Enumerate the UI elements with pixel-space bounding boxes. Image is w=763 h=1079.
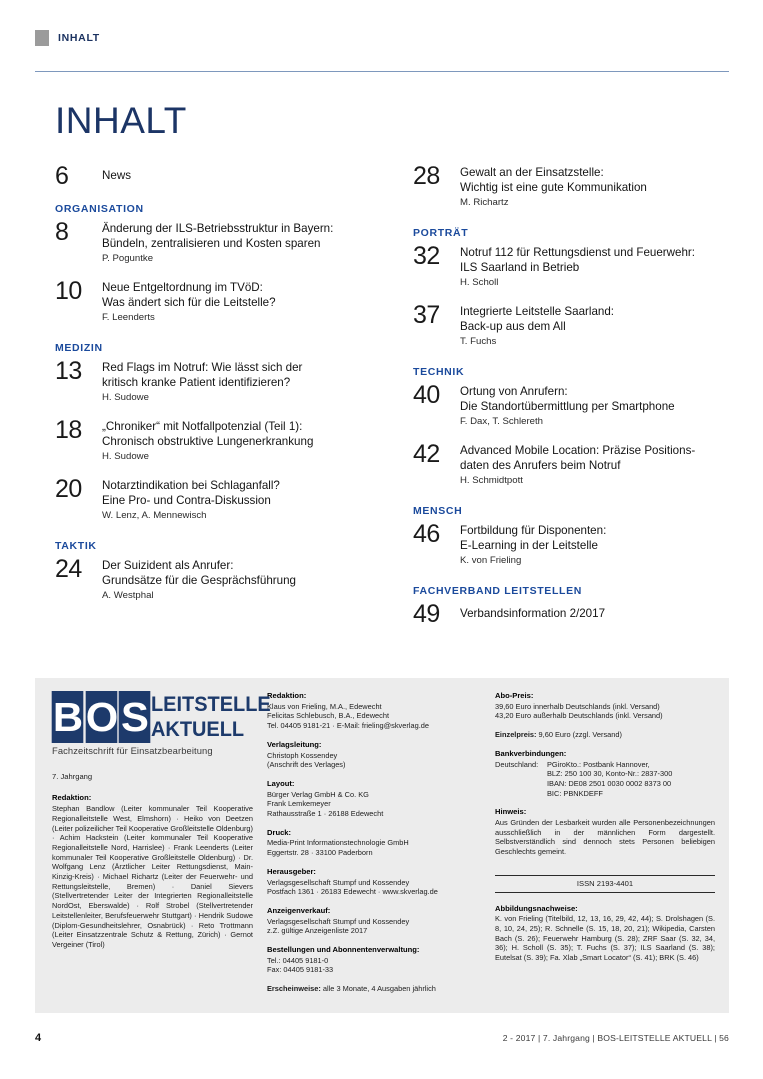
toc-entry-body: [460, 245, 753, 290]
toc-entry[interactable]: [413, 520, 753, 568]
toc-entry-body: [460, 443, 753, 488]
imprint-abo-heading: Abo-Preis:: [495, 691, 534, 700]
toc-entry-body: [460, 384, 753, 429]
toc-entry-body: [102, 221, 395, 266]
toc-section-heading: MEDIZIN: [55, 342, 103, 354]
imprint-panel: [35, 678, 729, 1013]
toc-entry-body: [102, 165, 395, 183]
imprint-druck: [267, 828, 483, 858]
toc-entry-page-number: 32: [413, 242, 440, 270]
toc-entry-author: H. Scholl: [460, 277, 499, 288]
toc-entry-title-line1: „Chroniker“ mit Notfallpotenzial (Teil 1):: [102, 420, 303, 433]
imprint-bestell-fax: Fax: 04405 9181-33: [267, 965, 334, 975]
toc-entry-title-line1: Fortbildung für Disponenten:: [460, 524, 607, 537]
toc-entry-title-line1: Advanced Mobile Location: Präzise Positions-: [460, 444, 696, 457]
toc-entry[interactable]: [55, 416, 395, 464]
imprint-bank-bic: BIC: PBNKDEFF: [547, 788, 603, 798]
toc-entry[interactable]: [55, 162, 395, 190]
toc-entry-title-line1: Gewalt an der Einsatzstelle:: [460, 166, 604, 179]
toc-entry[interactable]: [413, 242, 753, 290]
imprint-bestell-tel: Tel.: 04405 9181-0: [267, 955, 329, 965]
toc-entry-title-line2: daten des Anrufers beim Notruf: [460, 459, 621, 472]
toc-section-heading: TECHNIK: [413, 366, 465, 378]
imprint-redaktion-contact: Tel. 04405 9181-21 · E-Mail: frieling@skverlag.de: [267, 721, 429, 731]
toc-entry-author: A. Westphal: [102, 590, 154, 601]
toc-section-heading: TAKTIK: [55, 540, 97, 552]
toc-entry-author: H. Schmidtpott: [460, 475, 523, 486]
toc-entry-author: H. Sudowe: [102, 392, 149, 403]
imprint-abo-line2: 43,20 Euro außerhalb Deutschlands (inkl. Versand): [495, 711, 663, 721]
toc-entry-title-line2: E-Learning in der Leitstelle: [460, 539, 598, 552]
logo-bos-letters: [52, 691, 150, 743]
magazine-logo: [52, 691, 271, 756]
imprint-column-publisher: [267, 691, 495, 1013]
toc-column-right: [413, 162, 753, 638]
imprint-verlagsleitung-heading: Verlagsleitung:: [267, 739, 322, 749]
imprint-druck-line2: Eggertstr. 28 · 33100 Paderborn: [267, 848, 373, 858]
imprint-einzelpreis-label: Einzelpreis:: [495, 730, 537, 740]
running-head-marker-icon: [35, 30, 49, 46]
imprint-layout-line2: Frank Lemkemeyer: [267, 799, 331, 809]
imprint-column-masthead: [35, 691, 271, 1013]
toc-entry-title-line2: Eine Pro- und Contra-Diskussion: [102, 494, 271, 507]
imprint-bank-country: Deutschland:: [495, 759, 539, 769]
toc-entry[interactable]: [413, 381, 753, 429]
toc-entry-title-line2: Wichtig ist eine gute Kommunikation: [460, 181, 647, 194]
imprint-layout-line1: Bürger Verlag GmbH & Co. KG: [267, 789, 369, 799]
running-head-label: INHALT: [58, 32, 100, 44]
imprint-editorial-body: Stephan Bandlow (Leiter kommunaler Teil Kooperative Regionalleitstelle West, Elmshorn) · Heiko von Deetzen (Leiter polizeilicher Teil Kooperative Großleitstelle Oldenburg) · Achim Hackstein (Leiter kommunaler Teil Kooperative Regionalleitstelle Nord, Harrislee) · Frank Leenderts (Leiter kommunaler Teil Kooperative Großleitstelle Oldenburg) · Dr. Wolfgang Lenz (Ärztlicher Leiter Rettungsdienst, Main-Kinzig-Kreis) · Michael Richartz (Leiter der Feuerwehr- und Rettungsleitstelle, Bremen) · Daniel Sievers (Stellvertretender Leiter der Integrierten Regionalleitstelle NordOst, Eberswalde) · Rolf Strobel (Stellvertretender Leitstellenleiter, Berufsfeuerwehr Stuttgart) · Hendrik Sudowe (Diplom-Gesundheitslehrer, Osnabrück) · Reto Trottmann (Leiter Einsatzzentrale Schutz & Rettung, Zürich) · Gernot Vergeiner (Tirol): [52, 804, 253, 949]
toc-entry[interactable]: [55, 555, 395, 603]
imprint-herausgeber-heading: Herausgeber:: [267, 866, 316, 876]
toc-entry-title-line2: kritisch kranke Patient identifizieren?: [102, 376, 291, 389]
toc-entry-page-number: 20: [55, 475, 82, 503]
toc-entry[interactable]: [413, 440, 753, 488]
imprint-bank-heading: Bankverbindungen:: [495, 748, 567, 758]
imprint-druck-line1: Media-Print Informationstechnologie GmbH: [267, 838, 409, 848]
toc-entry-body: [460, 304, 753, 349]
toc-entry[interactable]: [55, 218, 395, 266]
toc-entry-author: H. Sudowe: [102, 451, 149, 462]
imprint-anzeigen-heading: Anzeigenverkauf:: [267, 905, 331, 915]
toc-entry-body: [102, 360, 395, 405]
imprint-bank-line1: PGiroKto.: Postbank Hannover,: [547, 759, 650, 769]
imprint-abb-body: K. von Frieling (Titelbild, 12, 13, 16, 29, 42, 44); S. Drolshagen (S. 8, 10, 24, 25); R. Schnelle (S. 15, 18, 20, 21); Wikipedia, Carsten Bach (S. 26); Feuerwehr Hamburg (S. 28); ZRF Saar (S. 32, 34, 36); H. Scholl (S. 35); T. Fuchs (S. 37); ILS Saarland (S. 38); Eutelsat (S. 39); Fa. Xlab „Smart Locator“ (S. 41); BRK (S. 46): [495, 914, 715, 963]
toc-entry-author: T. Fuchs: [460, 336, 497, 347]
imprint-layout: [267, 779, 483, 819]
imprint-hinweis-body: Aus Gründen der Lesbarkeit wurden alle Personenbezeichnungen ausschließlich in der männlichen Form dargestellt. Selbstverständlich sind dennoch stets Personen beliebigen Geschlechts gemeint.: [495, 818, 715, 857]
imprint-herausgeber-line2: Postfach 1361 · 26183 Edewecht · www.skverlag.de: [267, 887, 438, 897]
logo-letter-s: S: [119, 691, 151, 743]
imprint-hinweis: [495, 807, 715, 857]
toc-entry-page-number: 37: [413, 301, 440, 329]
imprint-issn: ISSN 2193-4401: [495, 875, 715, 893]
logo-letter-b: B: [52, 691, 84, 743]
toc-section-heading: PORTRÄT: [413, 227, 469, 239]
running-head: [35, 30, 100, 46]
toc-entry-page-number: 40: [413, 381, 440, 409]
logo-letter-o: O: [85, 691, 117, 743]
imprint-herausgeber-line1: Verlagsgesellschaft Stumpf und Kossendey: [267, 877, 410, 887]
toc-entry-title-line1: Notruf 112 für Rettungsdienst und Feuerwehr:: [460, 246, 696, 259]
toc-entry-title-line2: Back-up aus dem All: [460, 320, 566, 333]
page-title: INHALT: [55, 100, 187, 141]
imprint-herausgeber: [267, 867, 483, 897]
toc-entry-page-number: 8: [55, 218, 69, 246]
toc-entry-title-line1: Integrierte Leitstelle Saarland:: [460, 305, 615, 318]
toc-section-heading: FACHVERBAND LEITSTELLEN: [413, 585, 582, 597]
toc-entry-page-number: 42: [413, 440, 440, 468]
toc-entry-page-number: 24: [55, 555, 82, 583]
toc-entry-author: F. Dax, T. Schlereth: [460, 416, 544, 427]
imprint-einzelpreis: [495, 730, 715, 740]
toc-entry-page-number: 46: [413, 520, 440, 548]
imprint-erscheinweise-label: Erscheinweise:: [267, 984, 321, 994]
toc-entry-title-line2: Bündeln, zentralisieren und Kosten sparen: [102, 237, 321, 250]
imprint-verlagsleitung-line1: Christoph Kossendey: [267, 750, 338, 760]
header-divider: [35, 71, 729, 72]
imprint-erscheinweise: [267, 984, 483, 994]
imprint-layout-line3: Rathausstraße 1 · 26188 Edewecht: [267, 809, 384, 819]
imprint-bankverbindungen: [495, 749, 715, 799]
toc-entry-title-line2: Die Standortübermittlung per Smartphone: [460, 400, 675, 413]
logo-word-aktuell: AKTUELL: [151, 718, 245, 741]
toc-entry-body: [460, 603, 753, 621]
toc-entry[interactable]: [413, 600, 753, 628]
imprint-druck-heading: Druck:: [267, 827, 292, 837]
imprint-bestell-heading: Bestellungen und Abonnentenverwaltung:: [267, 945, 420, 955]
imprint-column-subscription: [495, 691, 729, 1013]
toc-entry-author: W. Lenz, A. Mennewisch: [102, 510, 207, 521]
imprint-bestellungen: [267, 945, 483, 975]
toc-entry-title-line1: Der Suizident als Anrufer:: [102, 559, 234, 572]
toc-entry-title-line1: Ortung von Anrufern:: [460, 385, 568, 398]
toc-entry-page-number: 6: [55, 162, 69, 190]
toc-entry[interactable]: [55, 277, 395, 325]
imprint-hinweis-heading: Hinweis:: [495, 807, 527, 817]
toc-entry-title-line1: Neue Entgeltordnung im TVöD:: [102, 281, 263, 294]
toc-entry-title-line1: Notarztindikation bei Schlaganfall?: [102, 479, 280, 492]
toc-section-heading: MENSCH: [413, 505, 463, 517]
imprint-anzeigen-line1: Verlagsgesellschaft Stumpf und Kossendey: [267, 916, 410, 926]
toc-section-heading: ORGANISATION: [55, 203, 144, 215]
toc-entry-title-line1: Änderung der ILS-Betriebsstruktur in Bayern:: [102, 222, 334, 235]
toc-entry-page-number: 28: [413, 162, 440, 190]
toc-entry-body: [102, 419, 395, 464]
imprint-verlagsleitung: [267, 740, 483, 770]
toc-entry-page-number: 10: [55, 277, 82, 305]
toc-entry-title-line2: Chronisch obstruktive Lungenerkrankung: [102, 435, 314, 448]
imprint-editorial-heading: Redaktion:: [52, 793, 92, 803]
imprint-redaktion-line1: Klaus von Frieling, M.A., Edewecht: [267, 701, 382, 711]
imprint-abbildungsnachweise: [495, 904, 715, 963]
footer-issue-info: 2 - 2017 | 7. Jahrgang | BOS-LEITSTELLE AKTUELL | 56: [502, 1033, 729, 1043]
toc-entry-page-number: 13: [55, 357, 82, 385]
imprint-abb-heading: Abbildungsnachweise:: [495, 903, 578, 913]
toc-entry-author: K. von Frieling: [460, 555, 522, 566]
imprint-einzelpreis-value: 9,60 Euro (zzgl. Versand): [538, 730, 622, 740]
table-of-contents: [0, 162, 763, 638]
imprint-redaktion-line2: Felicitas Schlebusch, B.A., Edewecht: [267, 711, 390, 721]
imprint-anzeigenverkauf: [267, 906, 483, 936]
toc-entry-page-number: 49: [413, 600, 440, 628]
footer-page-number: 4: [35, 1032, 42, 1044]
toc-entry-body: [102, 478, 395, 523]
toc-entry[interactable]: [55, 475, 395, 523]
toc-entry-body: [102, 280, 395, 325]
toc-entry-title-line2: Grundsätze für die Gesprächsführung: [102, 574, 296, 587]
imprint-redaktion-heading: Redaktion:: [267, 691, 307, 700]
toc-entry-author: F. Leenderts: [102, 312, 155, 323]
imprint-erscheinweise-value: alle 3 Monate, 4 Ausgaben jährlich: [322, 984, 436, 994]
toc-entry-title-line1: News: [102, 169, 131, 182]
imprint-anzeigen-line2: z.Z. gültige Anzeigenliste 2017: [267, 926, 368, 936]
toc-entry-title-line2: Was ändert sich für die Leitstelle?: [102, 296, 276, 309]
toc-entry[interactable]: [55, 357, 395, 405]
imprint-bank-iban: IBAN: DE08 2501 0030 0002 8373 00: [547, 778, 672, 788]
toc-entry[interactable]: [413, 301, 753, 349]
imprint-abo: [495, 691, 715, 721]
toc-entry-body: [102, 558, 395, 603]
imprint-layout-heading: Layout:: [267, 778, 295, 788]
logo-tagline: Fachzeitschrift für Einsatzbearbeitung: [52, 745, 213, 756]
toc-entry-page-number: 18: [55, 416, 82, 444]
imprint-volume: 7. Jahrgang: [52, 771, 93, 781]
toc-entry-title-line1: Verbandsinformation 2/2017: [460, 607, 606, 620]
toc-entry-body: [460, 165, 753, 210]
imprint-editorial-board: [52, 793, 253, 949]
imprint-abo-line1: 39,60 Euro innerhalb Deutschlands (inkl. Versand): [495, 701, 660, 711]
imprint-verlagsleitung-line2: (Anschrift des Verlages): [267, 760, 346, 770]
logo-word-leitstelle: LEITSTELLE: [151, 693, 271, 716]
toc-entry-body: [460, 523, 753, 568]
toc-entry-title-line1: Red Flags im Notruf: Wie lässt sich der: [102, 361, 303, 374]
imprint-bank-blz: BLZ: 250 100 30, Konto-Nr.: 2837-300: [547, 769, 673, 779]
imprint-redaktion: [267, 691, 483, 731]
toc-entry[interactable]: [413, 162, 753, 210]
toc-entry-title-line2: ILS Saarland in Betrieb: [460, 261, 580, 274]
toc-entry-author: P. Poguntke: [102, 253, 154, 264]
toc-column-left: [55, 162, 395, 638]
toc-entry-author: M. Richartz: [460, 197, 509, 208]
